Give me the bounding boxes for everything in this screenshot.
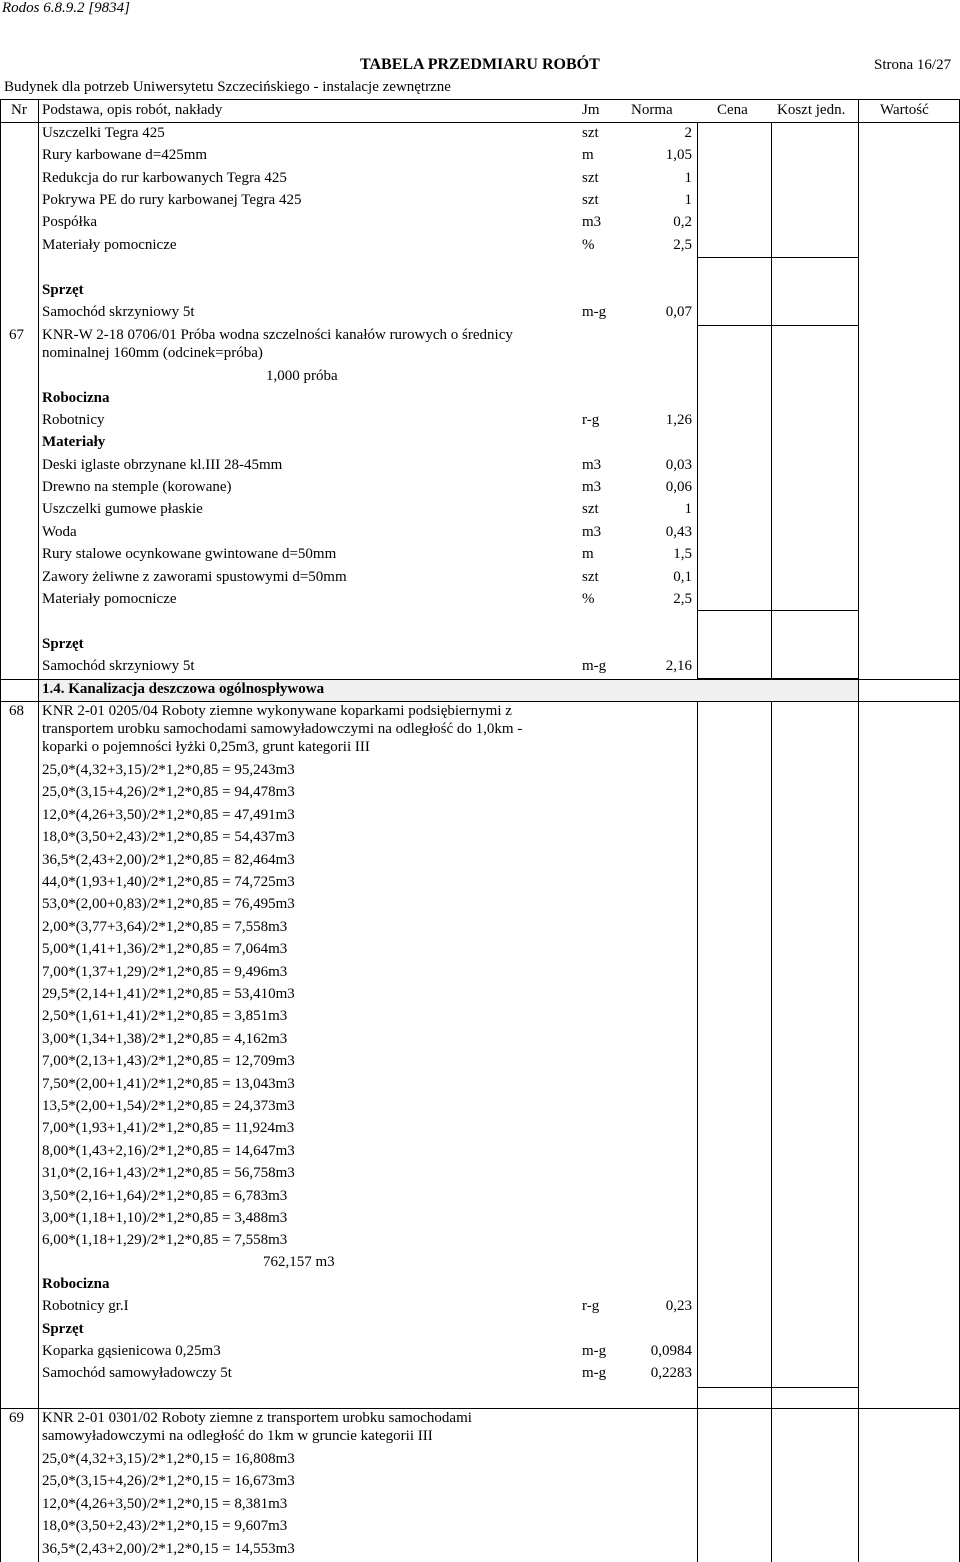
material-row-norma: 0,1 xyxy=(673,569,692,585)
col-koszt: Koszt jedn. xyxy=(777,102,846,118)
col-desc: Podstawa, opis robót, nakłady xyxy=(42,102,223,118)
calculation-line: 31,0*(2,16+1,43)/2*1,2*0,85 = 56,758m3 xyxy=(42,1165,295,1182)
material-row-norma: 0,2 xyxy=(673,214,692,230)
calculation-line: 18,0*(3,50+2,43)/2*1,2*0,15 = 9,607m3 xyxy=(42,1518,288,1535)
calculation-line: 18,0*(3,50+2,43)/2*1,2*0,85 = 54,437m3 xyxy=(42,829,295,846)
position-quantity: 1,000 próba xyxy=(266,368,338,384)
labor-row-desc: Robotnicy gr.I xyxy=(42,1298,129,1314)
position-number: 68 xyxy=(9,703,24,719)
calculation-line: 13,5*(2,00+1,54)/2*1,2*0,85 = 24,373m3 xyxy=(42,1098,295,1114)
material-row-desc: Zawory żeliwne z zaworami spustowymi d=50mm xyxy=(42,569,347,585)
material-row-jm: szt xyxy=(582,569,599,585)
material-row-norma: 2 xyxy=(684,125,692,141)
equipment-row-norma: 2,16 xyxy=(665,658,692,674)
position-description-cont: koparki o pojemności łyżki 0,25m3, grunt kategorii III xyxy=(42,739,370,755)
equipment-row-jm: m-g xyxy=(582,1365,607,1381)
sprzet-header: Sprzęt xyxy=(42,636,84,652)
material-row-norma: 1 xyxy=(684,170,692,186)
calculation-line: 7,00*(2,13+1,43)/2*1,2*0,85 = 12,709m3 xyxy=(42,1053,295,1070)
calculation-line: 6,00*(1,18+1,29)/2*1,2*0,85 = 7,558m3 xyxy=(42,1232,288,1249)
calculation-line: 8,00*(1,43+2,16)/2*1,2*0,85 = 14,647m3 xyxy=(42,1142,295,1159)
material-row-norma: 1 xyxy=(684,501,692,517)
material-row-jm: % xyxy=(582,591,595,607)
position-number: 67 xyxy=(9,327,24,343)
position-total: 762,157 m3 xyxy=(263,1254,335,1270)
equipment-row-norma: 0,07 xyxy=(665,304,692,320)
calculation-line: 36,5*(2,43+2,00)/2*1,2*0,85 = 82,464m3 xyxy=(42,851,295,868)
calculation-line: 44,0*(1,93+1,40)/2*1,2*0,85 = 74,725m3 xyxy=(42,874,295,890)
material-row-jm: szt xyxy=(582,192,599,208)
material-row-jm: szt xyxy=(582,125,599,141)
material-row-norma: 0,43 xyxy=(665,524,692,540)
robocizna-header: Robocizna xyxy=(42,390,110,406)
calculation-line: 36,5*(2,43+2,00)/2*1,2*0,15 = 14,553m3 xyxy=(42,1540,295,1557)
material-row-desc: Drewno na stemple (korowane) xyxy=(42,479,232,495)
equipment-row-desc: Samochód skrzyniowy 5t xyxy=(42,304,195,320)
material-row-desc: Woda xyxy=(42,524,77,540)
calculation-line: 7,50*(2,00+1,41)/2*1,2*0,85 = 13,043m3 xyxy=(42,1075,295,1092)
calculation-line: 2,50*(1,61+1,41)/2*1,2*0,85 = 3,851m3 xyxy=(42,1008,288,1025)
document-title: TABELA PRZEDMIARU ROBÓT xyxy=(360,56,600,73)
material-row-desc: Materiały pomocnicze xyxy=(42,237,177,253)
material-row-norma: 0,06 xyxy=(665,479,692,495)
material-row-jm: m3 xyxy=(582,457,602,473)
sprzet-header: Sprzęt xyxy=(42,1321,84,1337)
material-row-jm: % xyxy=(582,237,595,253)
material-row-jm: m3 xyxy=(582,479,602,495)
equipment-row-norma: 0,0984 xyxy=(650,1343,692,1359)
material-row-desc: Rury karbowane d=425mm xyxy=(42,147,208,163)
equipment-row-norma: 0,2283 xyxy=(650,1365,692,1381)
position-description: KNR 2-01 0205/04 Roboty ziemne wykonywane koparkami podsiębiernymi z xyxy=(42,703,512,719)
material-row-jm: m3 xyxy=(582,214,602,230)
material-row-jm: m xyxy=(582,147,594,163)
equipment-row-desc: Koparka gąsienicowa 0,25m3 xyxy=(42,1343,221,1359)
material-row-norma: 1 xyxy=(684,192,692,208)
col-cena: Cena xyxy=(717,102,748,118)
labor-row-jm: r-g xyxy=(582,1298,600,1314)
position-description-cont: samowyładowczymi na odległość do 1km w gruncie kategorii III xyxy=(42,1428,433,1444)
sprzet-header: Sprzęt xyxy=(42,282,84,298)
material-row-norma: 1,05 xyxy=(665,147,692,163)
material-row-jm: m xyxy=(582,546,594,562)
calculation-line: 7,00*(1,37+1,29)/2*1,2*0,85 = 9,496m3 xyxy=(42,963,288,980)
calculation-line: 3,00*(1,18+1,10)/2*1,2*0,85 = 3,488m3 xyxy=(42,1210,288,1226)
equipment-row-desc: Samochód samowyładowczy 5t xyxy=(42,1365,232,1381)
material-row-desc: Deski iglaste obrzynane kl.III 28-45mm xyxy=(42,457,283,473)
document-subtitle: Budynek dla potrzeb Uniwersytetu Szczecińskiego - instalacje zewnętrzne xyxy=(4,79,451,95)
material-row-desc: Uszczelki gumowe płaskie xyxy=(42,501,203,517)
calculation-line: 25,0*(3,15+4,26)/2*1,2*0,85 = 94,478m3 xyxy=(42,784,295,801)
material-row-jm: m3 xyxy=(582,524,602,540)
calculation-line: 53,0*(2,00+0,83)/2*1,2*0,85 = 76,495m3 xyxy=(42,896,295,913)
equipment-row-jm: m-g xyxy=(582,1343,607,1359)
calculation-line: 2,00*(3,77+3,64)/2*1,2*0,85 = 7,558m3 xyxy=(42,918,288,935)
calculation-line: 29,5*(2,14+1,41)/2*1,2*0,85 = 53,410m3 xyxy=(42,986,295,1002)
labor-row-jm: r-g xyxy=(582,412,600,428)
calculation-line: 25,0*(4,32+3,15)/2*1,2*0,15 = 16,808m3 xyxy=(42,1451,295,1467)
calculation-line: 3,50*(2,16+1,64)/2*1,2*0,85 = 6,783m3 xyxy=(42,1187,288,1204)
material-row-norma: 2,5 xyxy=(673,237,692,253)
calculation-line: 25,0*(3,15+4,26)/2*1,2*0,15 = 16,673m3 xyxy=(42,1473,295,1490)
calculation-line: 25,0*(4,32+3,15)/2*1,2*0,85 = 95,243m3 xyxy=(42,762,295,778)
material-row-desc: Uszczelki Tegra 425 xyxy=(42,125,165,141)
equipment-row-jm: m-g xyxy=(582,658,607,674)
position-description-cont: nominalnej 160mm (odcinek=próba) xyxy=(42,345,263,361)
calculation-line: 3,00*(1,34+1,38)/2*1,2*0,85 = 4,162m3 xyxy=(42,1030,288,1047)
col-wartosc: Wartość xyxy=(880,102,929,118)
calculation-line: 5,00*(1,41+1,36)/2*1,2*0,85 = 7,064m3 xyxy=(42,941,288,958)
position-description: KNR-W 2-18 0706/01 Próba wodna szczelności kanałów rurowych o średnicy xyxy=(42,327,513,343)
col-norma: Norma xyxy=(631,102,673,118)
material-row-jm: szt xyxy=(582,170,599,186)
app-label: Rodos 6.8.9.2 [9834] xyxy=(2,0,130,16)
material-row-desc: Rury stalowe ocynkowane gwintowane d=50mm xyxy=(42,546,337,562)
position-description: KNR 2-01 0301/02 Roboty ziemne z transportem urobku samochodami xyxy=(42,1410,472,1426)
col-nr: Nr xyxy=(11,102,27,118)
calculation-line: 12,0*(4,26+3,50)/2*1,2*0,15 = 8,381m3 xyxy=(42,1495,288,1512)
material-row-jm: szt xyxy=(582,501,599,517)
calculation-line: 7,00*(1,93+1,41)/2*1,2*0,85 = 11,924m3 xyxy=(42,1120,295,1137)
robocizna-header: Robocizna xyxy=(42,1276,110,1292)
material-row-norma: 2,5 xyxy=(673,591,692,607)
labor-row-norma: 1,26 xyxy=(665,412,692,428)
position-number: 69 xyxy=(9,1410,24,1426)
material-row-desc: Redukcja do rur karbowanych Tegra 425 xyxy=(42,170,287,186)
col-jm: Jm xyxy=(582,102,600,118)
material-row-desc: Pospółka xyxy=(42,214,98,230)
equipment-row-jm: m-g xyxy=(582,304,607,320)
equipment-row-desc: Samochód skrzyniowy 5t xyxy=(42,658,195,674)
material-row-norma: 0,03 xyxy=(665,457,692,473)
section-title: 1.4. Kanalizacja deszczowa ogólnospływowa xyxy=(42,681,325,697)
labor-row-norma: 0,23 xyxy=(665,1298,692,1314)
position-description-cont: transportem urobku samochodami samowyładowczymi na odległość do 1,0km - xyxy=(42,721,523,737)
page-number: Strona 16/27 xyxy=(874,57,952,73)
material-row-desc: Pokrywa PE do rury karbowanej Tegra 425 xyxy=(42,192,302,208)
materialy-header: Materiały xyxy=(42,434,106,450)
labor-row-desc: Robotnicy xyxy=(42,412,105,428)
material-row-desc: Materiały pomocnicze xyxy=(42,591,177,607)
material-row-norma: 1,5 xyxy=(673,546,692,562)
calculation-line: 12,0*(4,26+3,50)/2*1,2*0,85 = 47,491m3 xyxy=(42,806,295,823)
